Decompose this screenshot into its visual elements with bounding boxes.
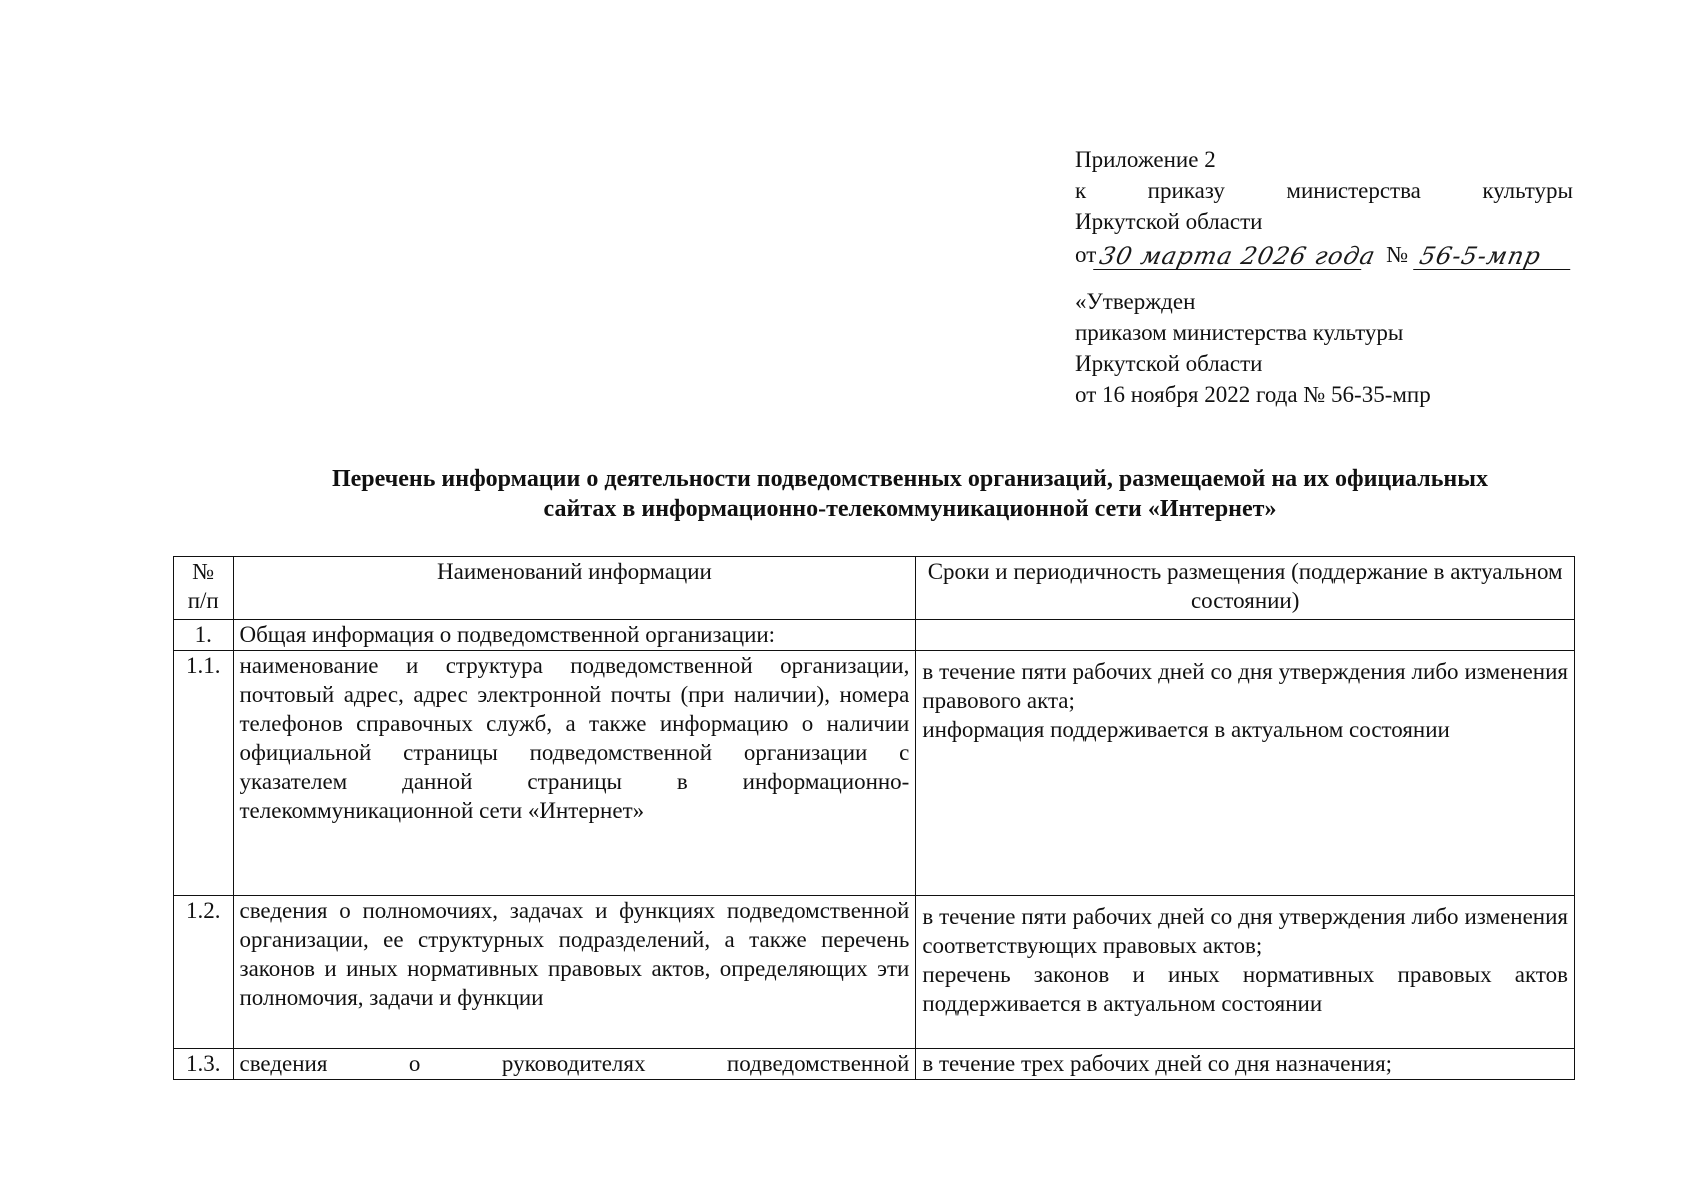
row-name: сведения о полномочиях, задачах и функциях подведомственной организации, ее структурных подразделений, а также перечень законов и иных нормативных правовых актов, определяющих эти полномочия, задачи и функции [233, 896, 916, 1049]
word: к [1075, 178, 1087, 203]
title-line-1: Перечень информации о деятельности подведомственных организаций, размещаемой на их официальных [331, 466, 1488, 492]
table-row [174, 896, 1575, 1049]
header-num [174, 557, 234, 620]
header-num-line-1: № [192, 559, 215, 584]
table-row [174, 651, 1575, 896]
word: приказу [1147, 178, 1225, 203]
word: министерства [1286, 178, 1421, 203]
from-prefix: от [1075, 242, 1097, 267]
row-term: в течение трех рабочих дней со дня назначения; [916, 1049, 1575, 1080]
table-row [174, 620, 1575, 651]
approved-line-1: «Утвержден [1075, 289, 1196, 314]
row-num: 1.2. [174, 896, 234, 1049]
document-title [180, 464, 1640, 524]
row-num: 1. [174, 620, 234, 651]
approved-line-4: от 16 ноября 2022 года № 56-35-мпр [1075, 382, 1431, 407]
term-line-1: в течение пяти рабочих дней со дня утверждения либо изменения соответствующих правовых актов; [922, 904, 1568, 958]
approved-block [1075, 286, 1573, 410]
row-num: 1.3. [174, 1049, 234, 1080]
row-name: Общая информация о подведомственной организации: [233, 620, 916, 651]
attachment-title: Приложение 2 [1075, 147, 1216, 172]
approved-line-2: приказом министерства культуры [1075, 320, 1404, 345]
row-term [916, 896, 1575, 1049]
attachment-order-ref [1075, 175, 1573, 206]
word: культуры [1482, 178, 1573, 203]
attachment-region: Иркутской области [1075, 209, 1263, 234]
term-line-2: информация поддерживается в актуальном состоянии [922, 717, 1450, 742]
title-line-2: сайтах в информационно-телекоммуникационной сети «Интернет» [543, 496, 1277, 522]
row-term [916, 620, 1575, 651]
information-table [173, 556, 1575, 1080]
attachment-date-number [1075, 237, 1573, 270]
header-term: Сроки и периодичность размещения (поддержание в актуальном состоянии) [916, 557, 1575, 620]
header-name: Наименований информации [233, 557, 916, 620]
term-line-2: перечень законов и иных нормативных правовых актов поддерживается в актуальном состоянии [922, 962, 1568, 1016]
attachment-block [1075, 144, 1573, 410]
header-num-line-2: п/п [187, 588, 219, 613]
term-line-1: в течение пяти рабочих дней со дня утверждения либо изменения правового акта; [922, 659, 1568, 713]
approved-line-3: Иркутской области [1075, 351, 1263, 376]
row-name: наименование и структура подведомственной организации, почтовый адрес, адрес электронной почты (при наличии), номера телефонов справочных служб, а также информацию о наличии официальной страницы подведомственной организации с указателем данной страницы в информационно-телекоммуникационной сети «Интернет» [233, 651, 916, 896]
row-name: сведения о руководителях подведомственной [233, 1049, 916, 1080]
number-sign: № [1386, 242, 1409, 267]
table-row [174, 1049, 1575, 1080]
row-term [916, 651, 1575, 896]
handwritten-number: 56-5-мпр [1413, 243, 1576, 270]
row-num: 1.1. [174, 651, 234, 896]
handwritten-date: 30 марта 2026 года [1093, 243, 1367, 270]
table-header-row [174, 557, 1575, 620]
